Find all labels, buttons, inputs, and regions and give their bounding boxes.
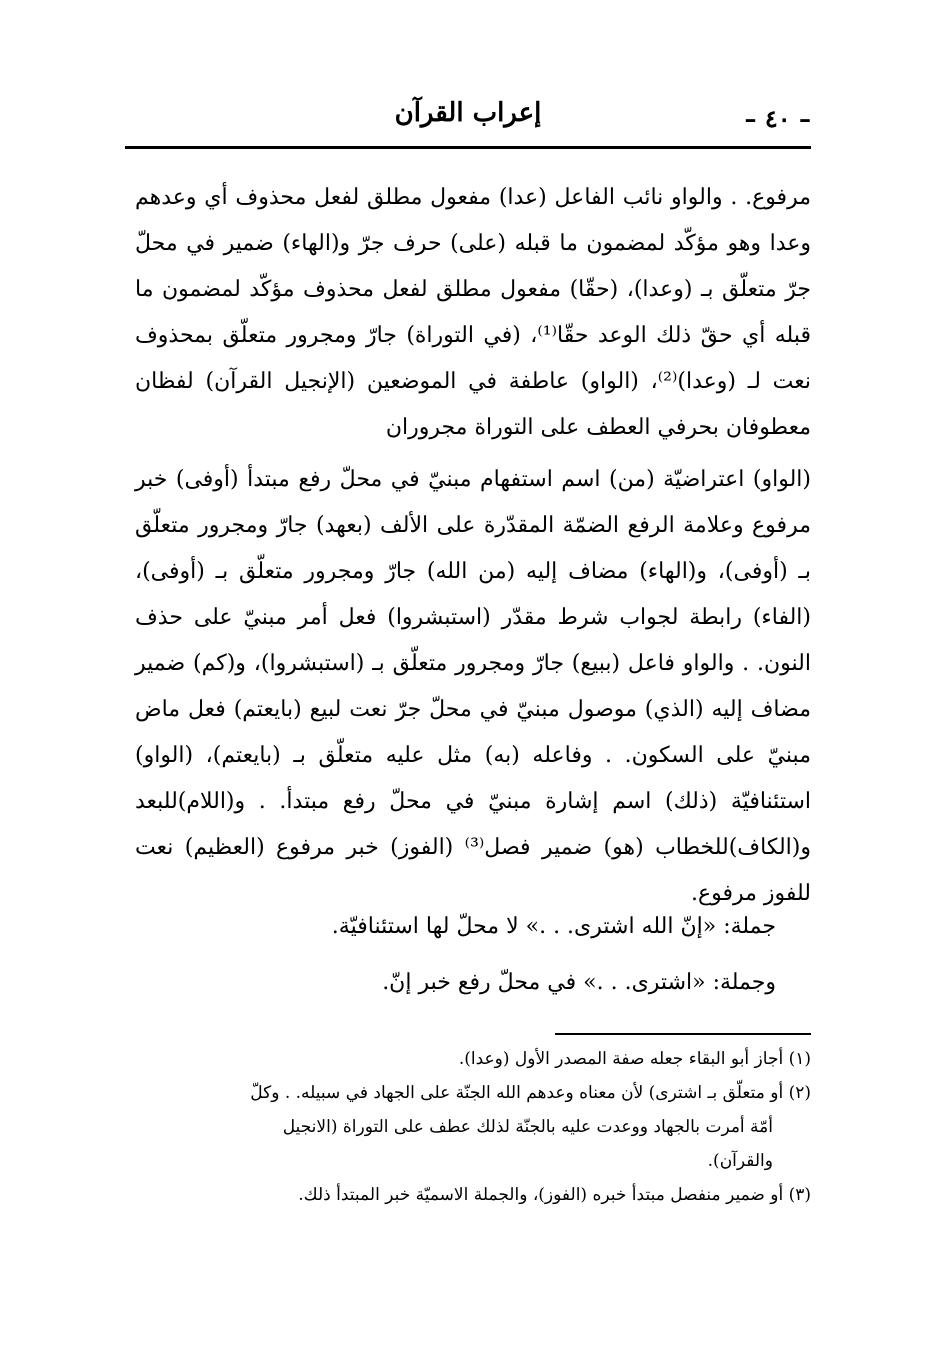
footnotes (135, 1042, 811, 1212)
footnote-2-line-2: أمّة أمرت بالجهاد ووعدت عليه بالجنّة لذلك عطف على التوراة (الانجيل (282, 1117, 773, 1137)
footnote-rule (555, 1033, 811, 1035)
sentence-classification-1: جملة: «إنّ الله اشترى. . .» لا محلّ لها استئنافيّة. (331, 914, 776, 939)
body-paragraph-2: (الواو) اعتراضيّة (من) اسم استفهام مبنيّ في محلّ رفع مبتدأ (أوفى) خبر مرفوع وعلامة الرفع الضمّة المقدّرة على الألف (بعهد) جارّ ومجرور متعلّق بـ (أوفى)، و(الهاء) مضاف إليه (من الله) جارّ ومجرور متعلّق بـ (أوفى)، (الفاء) رابطة لجواب شرط مقدّر (استبشروا) فعل أمر مبنيّ على حذف النون. . والواو فاعل (ببيع) جارّ ومجرور متعلّق بـ (استبشروا)، و(كم) ضمير مضاف إليه (الذي) موصول مبنيّ في محلّ جرّ نعت لبيع (بايعتم) فعل ماض مبنيّ على السكون. . وفاعله (به) مثل عليه متعلّق بـ (بايعتم)، (الواو) استئنافيّة (ذلك) اسم إشارة مبنيّ في محلّ رفع مبتدأ. . و(اللام)للبعد و(الكاف)للخطاب (هو) ضمير فصل⁽³⁾ (الفوز) خبر مرفوع (العظيم) نعت للفوز مرفوع. (135, 467, 811, 906)
page-number: – ٤٠ – (744, 104, 811, 133)
page-title: إعراب القرآن (394, 98, 542, 128)
footnote-2-line-3: والقرآن). (707, 1151, 773, 1171)
footnote-1: (١) أجاز أبو البقاء جعله صفة المصدر الأول (وعدا). (458, 1049, 811, 1069)
body-paragraph-1: مرفوع. . والواو نائب الفاعل (عدا) مفعول مطلق لفعل محذوف أي وعدهم وعدا وهو مؤكّد لمضمون ما قبله (على) حرف جرّ و(الهاء) ضمير في محلّ جرّ متعلّق بـ (وعدا)، (حقّا) مفعول مطلق لفعل محذوف مؤكّد لمضمون ما قبله أي حقّ ذلك الوعد حقّا⁽¹⁾، (في التوراة) جارّ ومجرور متعلّق بمحذوف نعت لـ (وعدا)⁽²⁾، (الواو) عاطفة في الموضعين (الإنجيل القرآن) لفظان معطوفان بحرفي العطف على التوراة مجروران (135, 185, 811, 440)
sentence-classification-2: وجملة: «اشترى. . .» في محلّ رفع خبر إنّ. (382, 970, 776, 995)
page-header (125, 92, 811, 148)
footnote-3: (٣) أو ضمير منفصل مبتدأ خبره (الفوز)، والجملة الاسميّة خبر المبتدأ ذلك. (298, 1185, 811, 1205)
header-rule (125, 146, 811, 149)
footnote-2-line-1: (٢) أو متعلّق بـ اشترى) لأن معناه وعدهم الله الجنّة على الجهاد في سبيله. . وكلّ (250, 1083, 811, 1103)
